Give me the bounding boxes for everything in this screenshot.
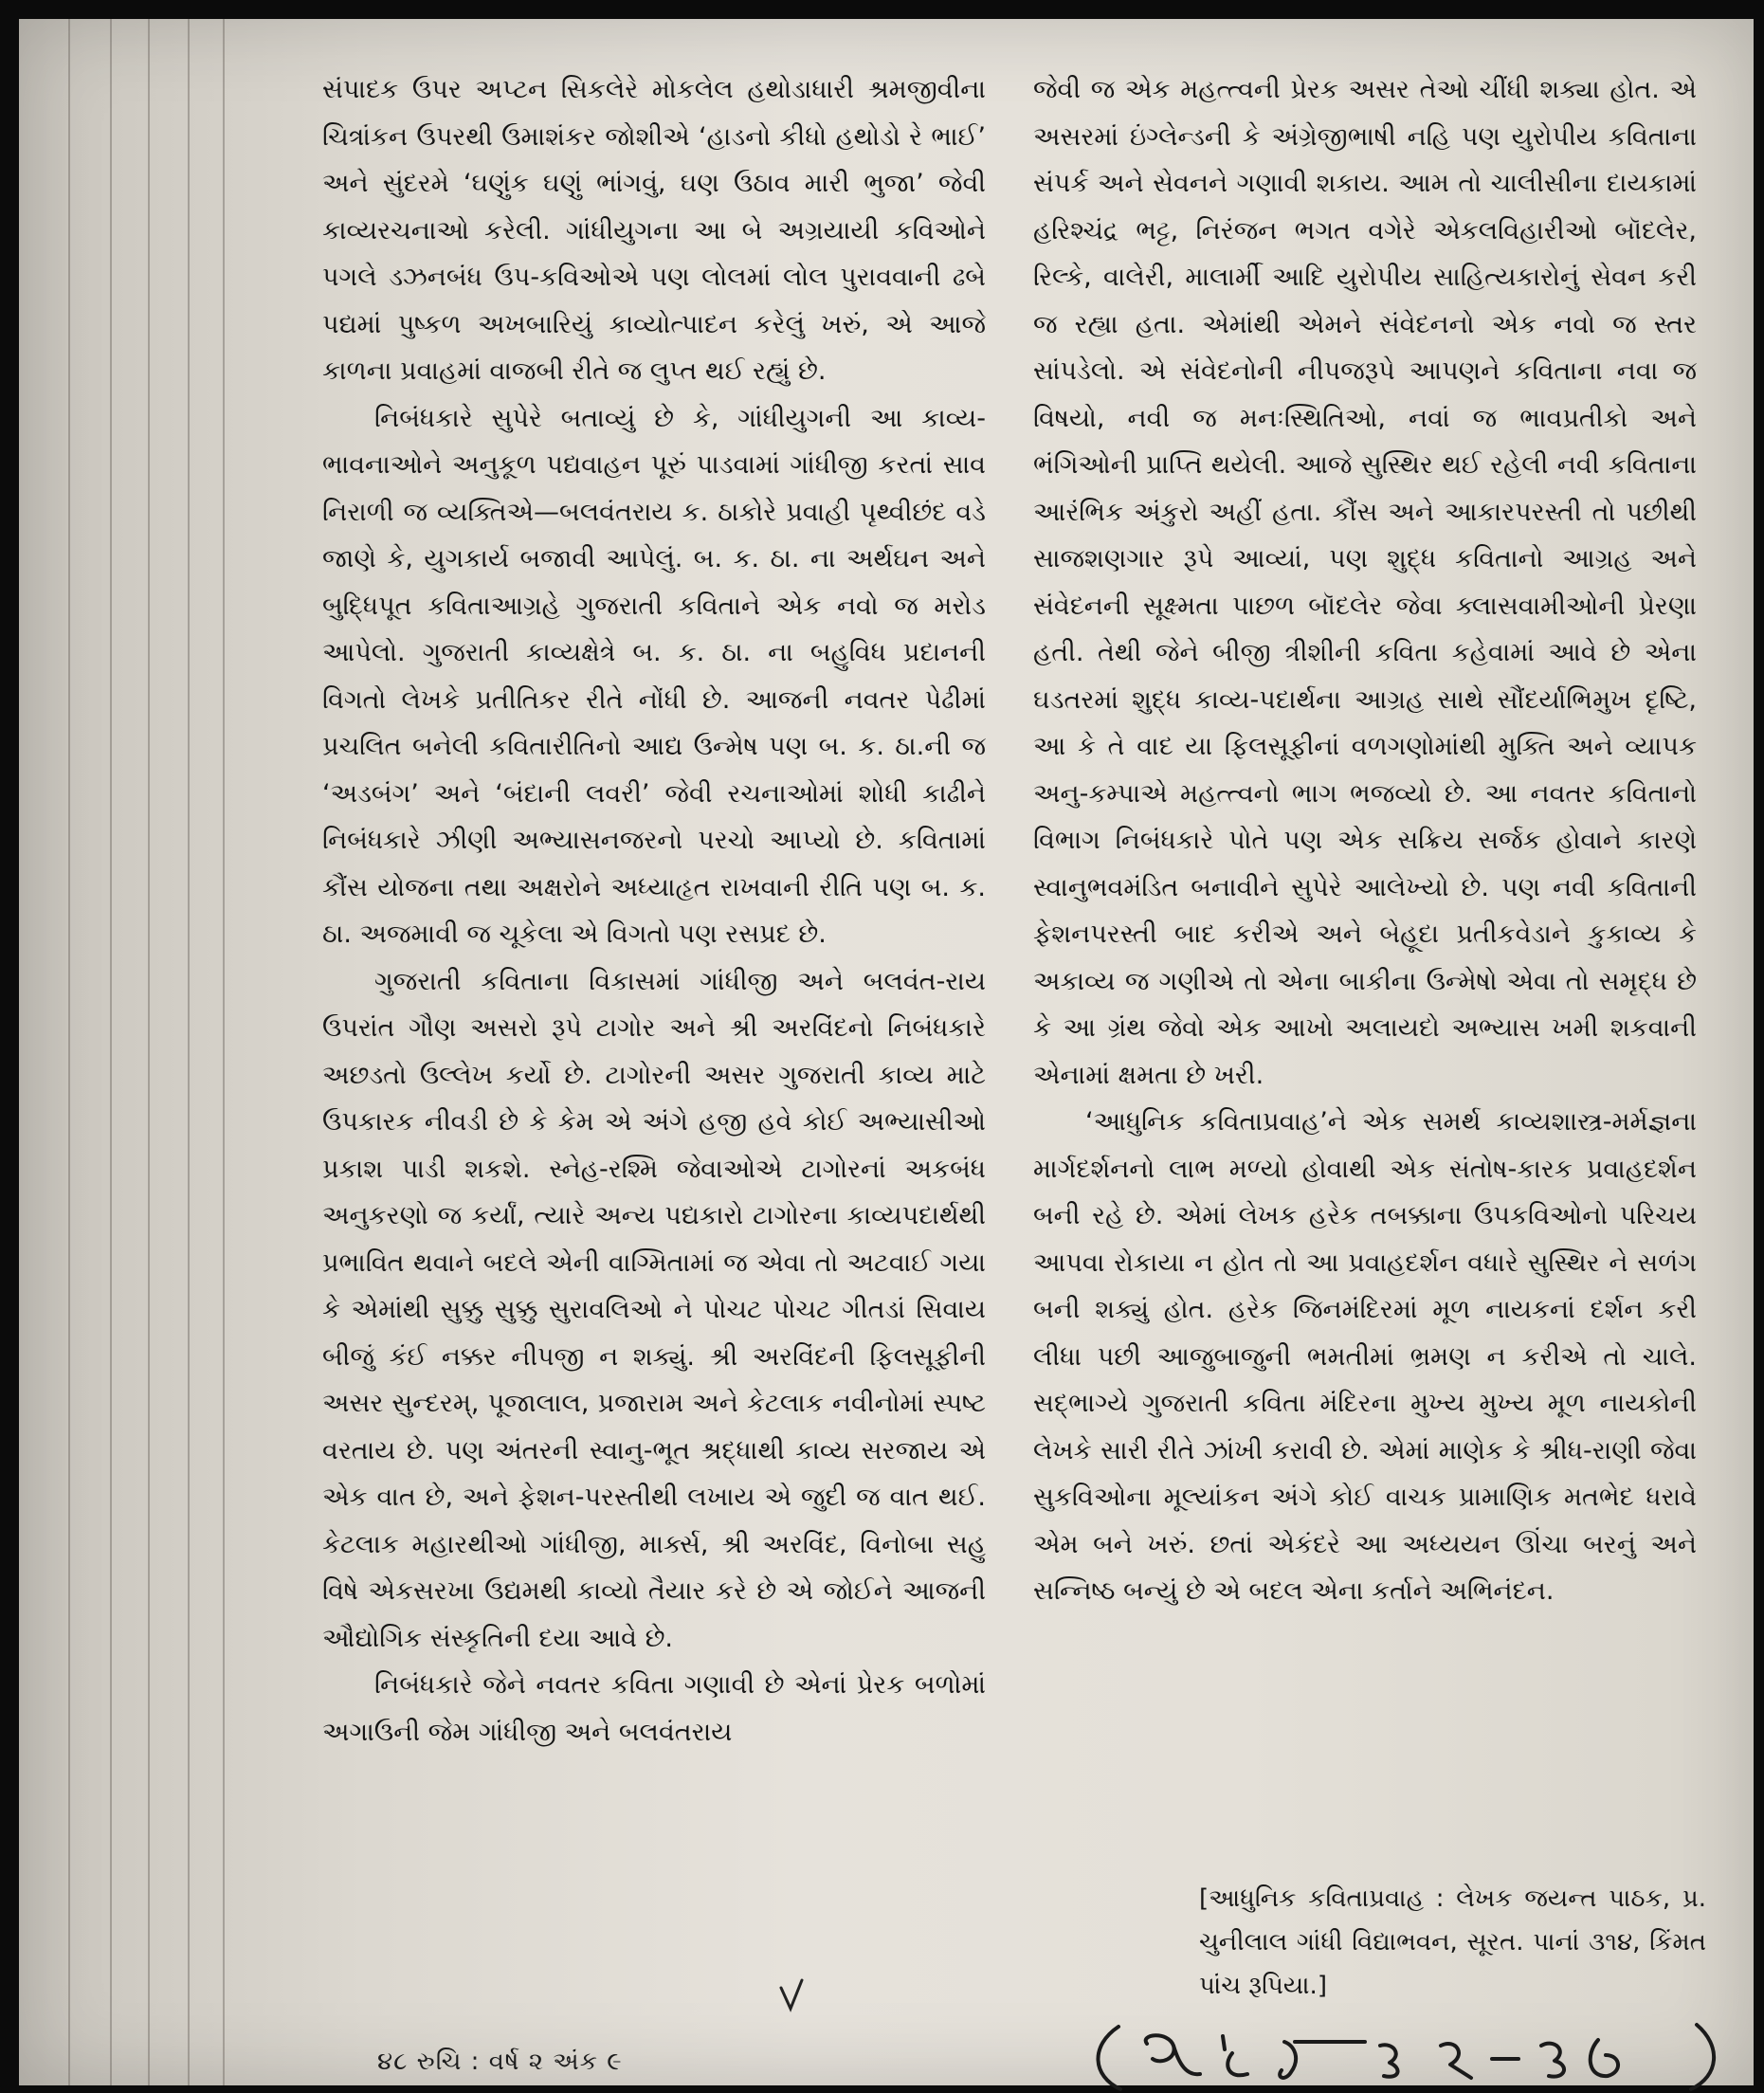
handwritten-note xyxy=(1081,2017,1725,2093)
page-edge-line xyxy=(68,19,70,2085)
right-column xyxy=(1033,66,1697,1615)
paragraph: જેવી જ એક મહત્ત્વની પ્રેરક અસર તેઓ ચીંધી શક્યા હોત. એ અસરમાં ઇંગ્લેન્ડની કે અંગ્રેજીભાષી નહિ પણ યુરોપીય કવિતાના સંપર્ક અને સેવનને ગણાવી શકાય. આમ તો ચાલીસીના દાયકામાં હરિશ્ચંદ્ર ભટ્ટ, નિરંજન ભગત વગેરે એકલવિહારીઓ બૉદલેર, રિલ્કે, વાલેરી, માલાર્મી આદિ યુરોપીય સાહિત્યકારોનું સેવન કરી જ રહ્યા હતા. એમાંથી એમને સંવેદનનો એક નવો જ સ્તર સાંપડેલો. એ સંવેદનોની નીપજરૂપે આપણને કવિતાના નવા જ વિષયો, નવી જ મનઃસ્થિતિઓ, નવાં જ ભાવપ્રતીકો અને ભંગિઓની પ્રાપ્તિ થયેલી. આજે સુસ્થિર થઈ રહેલી નવી કવિતાના આરંભિક અંકુરો અહીં હતા. કૌંસ અને આકારપરસ્તી તો પછીથી સાજશણગાર રૂપે આવ્યાં, પણ શુદ્ધ કવિતાનો આગ્રહ અને સંવેદનની સૂક્ષ્મતા પાછળ બૉદલેર જેવા ક્લાસવામીઓની પ્રેરણા હતી. તેથી જેને બીજી ત્રીશીની કવિતા કહેવામાં આવે છે એના ઘડતરમાં શુદ્ધ કાવ્ય-પદાર્થના આગ્રહ સાથે સૌંદર્યાભિમુખ દૃષ્ટિ, આ કે તે વાદ યા ફિલસૂફીનાં વળગણોમાંથી મુક્તિ અને વ્યાપક અનુ-કમ્પાએ મહત્ત્વનો ભાગ ભજવ્યો છે. આ નવતર કવિતાનો વિભાગ નિબંધકારે પોતે પણ એક સક્રિય સર્જક હોવાને કારણે સ્વાનુભવમંડિત બનાવીને સુપેરે આલેખ્યો છે. પણ નવી કવિતાની ફેશનપરસ્તી બાદ કરીએ અને બેહૂદા પ્રતીકવેડાને કુકાવ્ય કે અકાવ્ય જ ગણીએ તો એના બાકીના ઉન્મેષો એવા તો સમૃદ્ધ છે કે આ ગ્રંથ જેવો એક આખો અલાયદો અભ્યાસ ખમી શકવાની એનામાં ક્ષમતા છે ખરી. xyxy=(1033,75,1697,1090)
page-edge-line xyxy=(223,19,225,2085)
page-edge-line xyxy=(110,19,112,2085)
page-footer: ૪૮ રુચિ : વર્ષ ૨ અંક ૯ xyxy=(377,2048,623,2076)
page-edge-line xyxy=(188,19,190,2085)
paragraph: સંપાદક ઉપર અપ્ટન સિકલેરે મોકલેલ હથોડાધારી શ્રમજીવીના ચિત્રાંકન ઉપરથી ઉમાશંકર જોશીએ ‘હાડનો કીધો હથોડો રે ભાઈ’ અને સુંદરમે ‘ઘણુંક ઘણું ભાંગવું, ઘણ ઉઠાવ મારી ભુજા’ જેવી કાવ્યરચનાઓ કરેલી. ગાંધીયુગના આ બે અગ્રયાયી કવિઓને પગલે ડઝનબંધ ઉપ-કવિઓએ પણ લોલમાં લોલ પુરાવવાની ઢબે પદ્યમાં પુષ્કળ અખબારિયું કાવ્યોત્પાદન કરેલું ખરું, એ આજે કાળના પ્રવાહમાં વાજબી રીતે જ લુપ્ત થઈ રહ્યું છે. xyxy=(322,75,986,386)
left-column xyxy=(322,66,986,1756)
book-citation: [આધુનિક કવિતાપ્રવાહ : લેખક જયન્ત પાઠક, પ્ર. ચુનીલાલ ગાંધી વિદ્યાભવન, સૂરત. પાનાં ૩૧૪, કિંમત પાંચ રૂપિયા.] xyxy=(1199,1884,1706,2000)
paragraph: ‘આધુનિક કવિતાપ્રવાહ’ને એક સમર્થ કાવ્યશાસ્ત્ર-મર્મજ્ઞના માર્ગદર્શનનો લાભ મળ્યો હોવાથી એક સંતોષ-કારક પ્રવાહદર્શન બની રહે છે. એમાં લેખક હરેક તબક્કાના ઉપકવિઓનો પરિચય આપવા રોકાયા ન હોત તો આ પ્રવાહદર્શન વધારે સુસ્થિર ને સળંગ બની શક્યું હોત. હરેક જિનમંદિરમાં મૂળ નાયકનાં દર્શન કરી લીધા પછી આજુબાજુની ભમતીમાં ભ્રમણ ન કરીએ તો ચાલે. સદ્ભાગ્યે ગુજરાતી કવિતા મંદિરના મુખ્ય મુખ્ય મૂળ નાયકોની લેખકે સારી રીતે ઝાંખી કરાવી છે. એમાં માણેક કે શ્રીધ-રાણી જેવા સુકવિઓના મૂલ્યાંકન અંગે કોઈ વાચક પ્રામાણિક મતભેદ ધરાવે એમ બને ખરું. છતાં એકંદરે આ અધ્યયન ઊંચા બરનું અને સન્નિષ્ઠ બન્યું છે એ બદલ એના કર્તાને અભિનંદન. xyxy=(1033,1107,1697,1606)
pen-tick-mark xyxy=(777,1976,806,2014)
page-edge-line xyxy=(148,19,150,2085)
paragraph: નિબંધકારે જેને નવતર કવિતા ગણાવી છે એનાં પ્રેરક બળોમાં અગાઉની જેમ ગાંધીજી અને બલવંતરાય xyxy=(322,1670,986,1747)
paragraph: નિબંધકારે સુપેરે બતાવ્યું છે કે, ગાંધીયુગની આ કાવ્ય-ભાવનાઓને અનુકૂળ પદ્યવાહન પૂરું પાડવામાં ગાંધીજી કરતાં સાવ નિરાળી જ વ્યક્તિએ—બલવંતરાય ક. ઠાકોરે પ્રવાહી પૃથ્વીછંદ વડે જાણે કે, યુગકાર્ય બજાવી આપેલું. બ. ક. ઠા. ના અર્થઘન અને બુદ્ધિપૂત કવિતાઆગ્રહે ગુજરાતી કવિતાને એક નવો જ મરોડ આપેલો. ગુજરાતી કાવ્યક્ષેત્રે બ. ક. ઠા. ના બહુવિધ પ્રદાનની વિગતો લેખકે પ્રતીતિકર રીતે નોંધી છે. આજની નવતર પેઢીમાં પ્રચલિત બનેલી કવિતારીતિનો આદ્ય ઉન્મેષ પણ બ. ક. ઠા.ની જ ‘અડબંગ’ અને ‘બંદાની લવરી’ જેવી રચનાઓમાં શોધી કાઢીને નિબંધકારે ઝીણી અભ્યાસનજરનો પરચો આપ્યો છે. કવિતામાં કૌંસ યોજના તથા અક્ષરોને અધ્યાહૃત રાખવાની રીતિ પણ બ. ક. ઠા. અજમાવી જ ચૂકેલા એ વિગતો પણ રસપ્રદ છે. xyxy=(322,403,986,949)
paragraph: ગુજરાતી કવિતાના વિકાસમાં ગાંધીજી અને બલવંત-રાય ઉપરાંત ગૌણ અસરો રૂપે ટાગોર અને શ્રી અરવિંદનો નિબંધકારે અછડતો ઉલ્લેખ કર્યો છે. ટાગોરની અસર ગુજરાતી કાવ્ય માટે ઉપકારક નીવડી છે કે કેમ એ અંગે હજી હવે કોઈ અભ્યાસીઓ પ્રકાશ પાડી શકશે. સ્નેહ-રશ્મિ જેવાઓએ ટાગોરનાં અકબંધ અનુકરણો જ કર્યાં, ત્યારે અન્ય પદ્યકારો ટાગોરના કાવ્યપદાર્થથી પ્રભાવિત થવાને બદલે એની વાગ્મિતામાં જ એવા તો અટવાઈ ગયા કે એમાંથી સુક્કુ સુક્કુ સુરાવલિઓ ને પોચટ પોચટ ગીતડાં સિવાય બીજું કંઈ નક્કર નીપજી ન શક્યું. શ્રી અરવિંદની ફિલસૂફીની અસર સુન્દરમ્, પૂજાલાલ, પ્રજારામ અને કેટલાક નવીનોમાં સ્પષ્ટ વરતાય છે. પણ અંતરની સ્વાનુ-ભૂત શ્રદ્ધાથી કાવ્ય સરજાય એ એક વાત છે, અને ફેશન-પરસ્તીથી લખાય એ જુદી જ વાત થઈ. કેટલાક મહારથીઓ ગાંધીજી, માર્ક્સ, શ્રી અરવિંદ, વિનોબા સહુ વિષે એકસરખા ઉદ્યમથી કાવ્યો તૈયાર કરે છે એ જોઈને આજની ઔદ્યોગિક સંસ્કૃતિની દયા આવે છે. xyxy=(322,966,986,1653)
